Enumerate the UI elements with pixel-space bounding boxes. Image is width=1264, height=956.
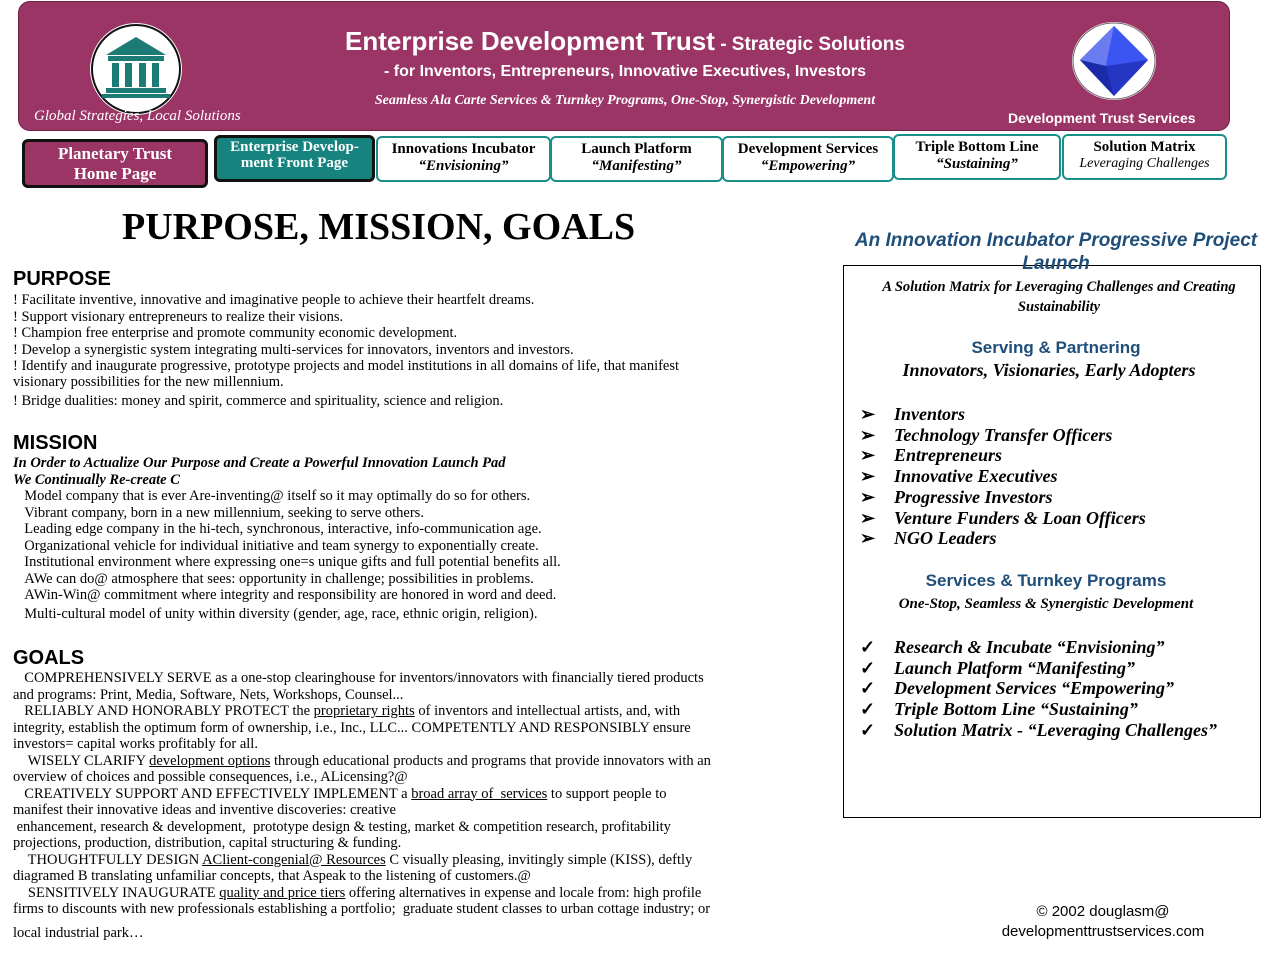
arrow-bullet-icon: ➢: [860, 486, 876, 507]
nav-development-services[interactable]: [722, 136, 894, 182]
goal-text: offering alternatives in expense and locale from: high profile: [345, 884, 702, 901]
checkmark-icon: ✓: [860, 678, 876, 699]
goal-item: enhancement, research & development, prototype design & testing, market & competition research, profitability: [13, 818, 671, 835]
nav-tab-sublabel: “Empowering”: [760, 158, 856, 175]
arrow-bullet-icon: ➢: [860, 424, 876, 445]
list-item: [860, 658, 1217, 679]
serving-heading: Serving & Partnering: [971, 338, 1141, 357]
nav-tab-sublabel: “Envisioning”: [418, 158, 509, 175]
list-item-label: Solution Matrix - “Leveraging Challenges”: [894, 719, 1218, 740]
services-heading: Services & Turnkey Programs: [925, 571, 1167, 590]
arrow-bullet-icon: ➢: [860, 528, 876, 549]
programs-list: [860, 637, 1217, 741]
nav-triple-bottom-line[interactable]: [893, 134, 1061, 180]
nav-tab-label: Development Services: [737, 141, 879, 157]
right-brand-label: Development Trust Services: [1008, 110, 1196, 126]
goal-item: manifest their innovative ideas and inventive discoveries: creative: [13, 802, 396, 818]
arrow-bullet-icon: ➢: [860, 466, 876, 487]
goal-text:   SENSITIVELY INAUGURATE: [13, 884, 220, 901]
goal-text: through educational products and programs that provide innovators with an: [270, 752, 711, 769]
site-title-suffix: - Strategic Solutions: [714, 34, 905, 55]
quality-price-tiers-link[interactable]: quality and price tiers: [219, 884, 346, 901]
list-item: [860, 528, 1146, 549]
goal-text:  CREATIVELY SUPPORT AND EFFECTIVELY IMPLEMENT a: [13, 785, 412, 802]
list-item-label: Development Services “Empowering”: [894, 678, 1174, 699]
list-item: [860, 637, 1217, 658]
list-item: [860, 699, 1217, 720]
goals-heading: GOALS: [13, 647, 85, 669]
purpose-heading: PURPOSE: [13, 268, 111, 290]
purpose-item: ! Champion free enterprise and promote community economic development.: [13, 325, 458, 341]
nav-tab-label: Innovations Incubator: [391, 141, 536, 157]
list-item: [860, 445, 1146, 466]
checkmark-icon: ✓: [860, 719, 876, 740]
list-item-label: Entrepreneurs: [894, 445, 1003, 466]
goal-text: C visually pleasing, invitingly simple (KISS), deftly: [385, 851, 693, 868]
mission-item:  Institutional environment where expressing one=s unique gifts and full potential benefits all.: [13, 554, 561, 570]
mission-item:  Leading edge company in the hi-tech, synchronous, interactive, info-communication age.: [13, 521, 542, 537]
sidebar-title: An Innovation Incubator Progressive Project Launch: [854, 230, 1258, 274]
purpose-item: ! Develop a synergistic system integrating multi-services for innovators, inventors and investors.: [13, 341, 574, 358]
mission-item:  Multi-cultural model of unity within diversity (gender, age, race, ethnic origin, religion).: [13, 605, 538, 622]
list-item: [860, 508, 1146, 529]
client-resources-link[interactable]: AClient-congenial@ Resources: [202, 851, 386, 868]
development-options-link[interactable]: development options: [149, 752, 271, 769]
sidebar-subtitle: A Solution Matrix for Leveraging Challenges and Creating Sustainability: [882, 279, 1236, 315]
nav-launch-platform[interactable]: [550, 136, 723, 182]
goal-text:   THOUGHTFULLY DESIGN: [13, 851, 203, 868]
goal-item: firms to discounts with new professionals establishing a portfolio; graduate student classes to urban cottage industry; or: [13, 901, 711, 917]
nav-tab-label: Triple Bottom Line: [915, 139, 1039, 155]
mission-item:  AWe can do@ atmosphere that sees: opportunity in challenge; possibilities in problems.: [13, 570, 534, 587]
purpose-list: [13, 292, 679, 410]
nav-tab-sublabel: “Sustaining”: [936, 156, 1018, 173]
list-item-label: Innovative Executives: [894, 466, 1058, 487]
services-tagline: One-Stop, Seamless & Synergistic Development: [898, 596, 1194, 612]
site-audience-line: - for Inventors, Entrepreneurs, Innovative Executives, Investors: [384, 63, 866, 80]
nav-innovations-incubator[interactable]: [376, 136, 551, 182]
proprietary-rights-link[interactable]: proprietary rights: [313, 703, 415, 719]
goal-item: [13, 786, 711, 803]
mission-intro-2: We Continually Re-create C: [13, 471, 180, 488]
mission-item:  Organizational vehicle for individual initiative and team synergy to exponentially create.: [13, 537, 539, 554]
list-item-label: Inventors: [894, 404, 966, 424]
goal-text: of inventors and intellectual artists, and, with: [414, 703, 681, 719]
goal-text: to support people to: [547, 785, 667, 802]
checkmark-icon: ✓: [860, 657, 876, 678]
list-item: [860, 678, 1217, 699]
goal-item: [13, 852, 711, 869]
purpose-item: visionary possibilities for the new millennium.: [13, 373, 284, 390]
list-item: [860, 404, 1146, 425]
list-item-label: Launch Platform “Manifesting”: [894, 657, 1136, 678]
bank-building-icon[interactable]: [90, 23, 182, 115]
goal-item:  COMPREHENSIVELY SERVE as a one-stop clearinghouse for inventors/innovators with financially tiered products: [13, 670, 704, 686]
nav-tab-label: Solution Matrix: [1093, 139, 1196, 155]
nav-front-line2: ment Front Page: [240, 154, 349, 171]
nav-tab-sublabel: “Manifesting”: [591, 158, 682, 175]
nav-planetary-trust-home[interactable]: [22, 139, 208, 188]
arrow-bullet-icon: ➢: [860, 404, 876, 424]
arrow-bullet-icon: ➢: [860, 445, 876, 466]
purpose-item: ! Support visionary entrepreneurs to realize their visions.: [13, 308, 344, 325]
checkmark-icon: ✓: [860, 699, 876, 720]
goal-text:   WISELY CLARIFY: [13, 752, 150, 769]
mission-item:  AWin-Win@ commitment where integrity and responsibility are honored in word and deed.: [13, 587, 557, 603]
mission-heading: MISSION: [13, 432, 98, 454]
nav-front-line1: Enterprise Develop-: [230, 139, 359, 155]
left-tagline: Global Strategies, Local Solutions: [34, 108, 241, 124]
list-item-label: Triple Bottom Line “Sustaining”: [894, 699, 1138, 720]
list-item-label: NGO Leaders: [894, 528, 997, 549]
purpose-item: ! Facilitate inventive, innovative and imaginative people to achieve their heartfelt dreams.: [13, 292, 535, 308]
copyright-email[interactable]: developmenttrustservices.com: [1001, 923, 1205, 940]
purpose-item: ! Bridge dualities: money and spirit, commerce and spirituality, science and religion.: [13, 393, 504, 409]
nav-enterprise-front-page[interactable]: [214, 135, 375, 182]
checkmark-icon: ✓: [860, 637, 876, 657]
goal-item: diagramed B translating unfamiliar concepts, that Aspeak to the listening of customers.@: [13, 868, 531, 884]
mission-list: [13, 455, 561, 622]
site-title: Enterprise Development Trust - Strategic Solutions: [345, 26, 905, 56]
goal-item: integrity, establish the optimum form of ownership, i.e., Inc., LLC... COMPETENTLY AND RESPONSIBLY ensure: [13, 719, 691, 736]
list-item-label: Progressive Investors: [894, 486, 1053, 507]
site-services-line: Seamless Ala Carte Services & Turnkey Programs, One-Stop, Synergistic Development: [374, 93, 876, 108]
mission-item:  Vibrant company, born in a new millennium, seeking to serve others.: [13, 504, 424, 521]
page-title: PURPOSE, MISSION, GOALS: [122, 206, 636, 248]
purpose-item: ! Identify and inaugurate progressive, prototype projects and model institutions in all domains of life, that manifest: [13, 358, 680, 374]
goal-item: and programs: Print, Media, Software, Nets, Workshops, Counsel...: [13, 686, 404, 703]
list-item: [860, 466, 1146, 487]
list-item: [860, 487, 1146, 508]
goals-list: [13, 670, 711, 941]
audience-list: [860, 404, 1146, 549]
serving-tagline: Innovators, Visionaries, Early Adopters: [902, 360, 1196, 380]
nav-tab-label: Launch Platform: [581, 141, 692, 157]
nav-tab-sublabel: Leveraging Challenges: [1079, 156, 1210, 172]
nav-home-line2: Home Page: [73, 163, 157, 183]
octahedron-gem-icon[interactable]: [1072, 22, 1156, 100]
goal-item: investors= capital works profitably for all.: [13, 736, 258, 752]
goal-item: overview of choices and possible consequences, i.e., ALicensing?@: [13, 769, 408, 785]
list-item: [860, 720, 1217, 741]
copyright-notice: [986, 902, 1220, 942]
arrow-bullet-icon: ➢: [860, 507, 876, 528]
copyright-line: © 2002 douglasm@: [1036, 903, 1170, 920]
nav-solution-matrix[interactable]: [1062, 134, 1227, 180]
list-item-label: Research & Incubate “Envisioning”: [894, 637, 1165, 657]
goal-text:  RELIABLY AND HONORABLY PROTECT the: [13, 703, 314, 719]
goal-item: [13, 703, 711, 720]
list-item-label: Technology Transfer Officers: [894, 424, 1113, 445]
list-item-label: Venture Funders & Loan Officers: [894, 507, 1146, 528]
mission-item:  Model company that is ever Are-inventing@ itself so it may optimally do so for others.: [13, 488, 531, 504]
goal-item: projections, production, distribution, capital structuring & funding.: [13, 835, 402, 851]
goal-item: [13, 885, 711, 902]
mission-intro: In Order to Actualize Our Purpose and Create a Powerful Innovation Launch Pad: [13, 455, 506, 471]
goal-item: [13, 753, 711, 770]
nav-home-line1: Planetary Trust: [57, 144, 173, 163]
goal-item: local industrial park…: [13, 924, 144, 941]
list-item: [860, 425, 1146, 446]
broad-array-services-link[interactable]: broad array of services: [411, 785, 548, 802]
